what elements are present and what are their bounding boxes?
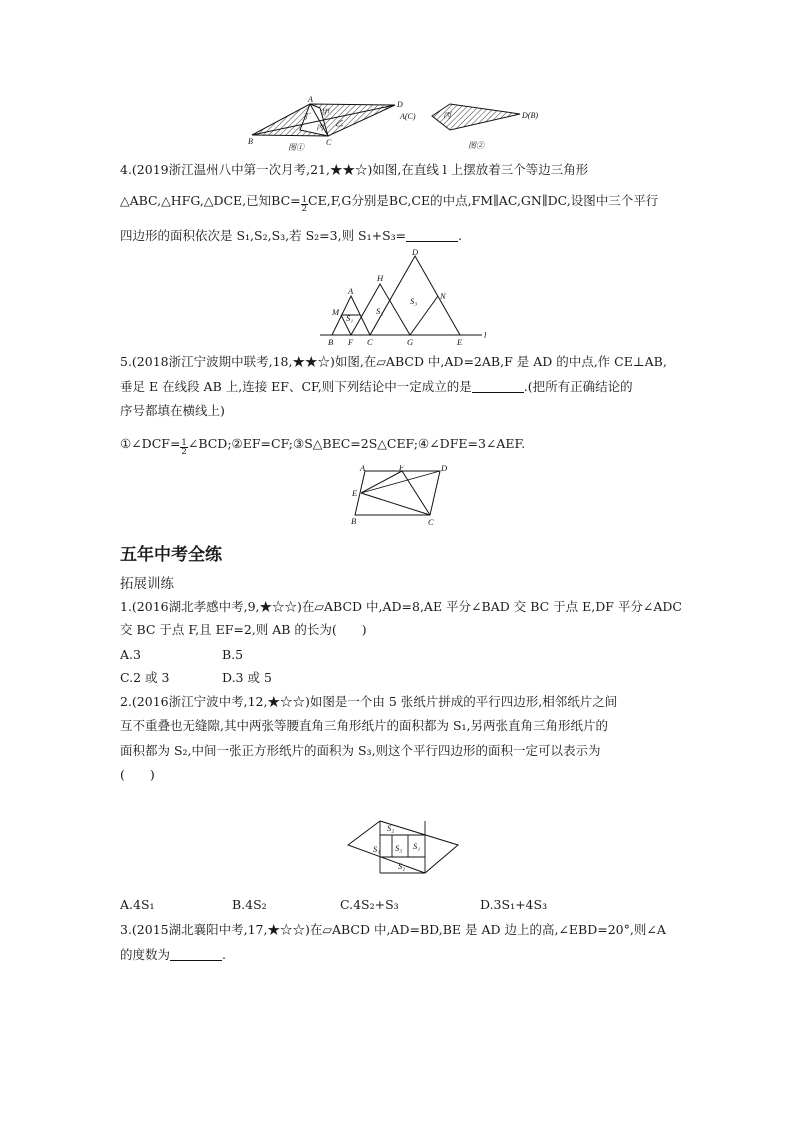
- q4-label-s3: S₃: [410, 296, 418, 306]
- q5-frac-num: 1: [181, 437, 187, 448]
- q5-line3: 序号都填在横线上): [120, 403, 225, 418]
- q5-line1: 5.(2018浙江宁波期中联考,18,★★☆)如图,在▱ABCD 中,AD=2AB,F 是 AD 的中点,作 CE⊥AB,: [120, 354, 667, 369]
- s3-line2-post: .: [222, 947, 226, 962]
- section-title: 五年中考全练: [120, 545, 222, 565]
- s2-figure: [340, 815, 465, 883]
- q4-line3-end: .: [458, 228, 463, 243]
- figure-2: [399, 104, 538, 150]
- q4-answer-blank[interactable]: [406, 229, 458, 242]
- q5-frac-den: 2: [181, 447, 187, 457]
- fig1-label-d: D: [397, 100, 403, 109]
- fig1-label-c: C: [326, 138, 332, 147]
- fig2-label-bing: 丙: [443, 111, 451, 120]
- s1-line2: 交 BC 于点 F,且 EF=2,则 AB 的长为( ): [120, 622, 367, 637]
- fig2-caption: 图②: [468, 141, 484, 150]
- s2-line2: 互不重叠也无缝隙,其中两张等腰直角三角形纸片的面积都为 S₁,另两张直角三角形纸片的: [120, 718, 608, 733]
- q4-label-b: B: [328, 337, 334, 347]
- q4-label-d: D: [412, 248, 419, 257]
- s2-label-s3: S₃: [395, 843, 403, 853]
- top-figures: [240, 90, 560, 152]
- q5-label-d: D: [441, 465, 448, 473]
- s2-option-a[interactable]: A.4S₁: [120, 897, 155, 912]
- fig2-label-ac: A(C): [400, 112, 416, 121]
- fig1-label-yi: 乙: [335, 119, 343, 128]
- s2-option-d[interactable]: D.3S₁+4S₃: [480, 897, 548, 912]
- q5-line2-post: .(把所有正确结论的: [523, 379, 633, 394]
- q5-line2-pre: 垂足 E 在线段 AB 上,连接 EF、CF,则下列结论中一定成立的是: [120, 379, 472, 394]
- s1-option-d[interactable]: D.3 或 5: [222, 670, 272, 685]
- s2-line4: ( ): [120, 767, 155, 782]
- q4-label-n: N: [440, 291, 446, 301]
- q5-label-e: E: [352, 488, 358, 498]
- s2-label-s2-bottom: S₂: [398, 861, 406, 871]
- s1-option-c[interactable]: C.2 或 3: [120, 670, 170, 685]
- q4-label-m: M: [332, 307, 340, 317]
- q5-options-pre: ①∠DCF=: [120, 436, 181, 451]
- s3-answer-blank[interactable]: [170, 948, 222, 961]
- q4-label-s2: S₂: [376, 306, 384, 316]
- s2-option-c[interactable]: C.4S₂+S₃: [340, 897, 399, 912]
- q4-label-g: G: [407, 337, 414, 347]
- q4-frac-den: 2: [301, 204, 308, 214]
- q4-line2: [120, 191, 658, 214]
- s2-line3: 面积都为 S₂,中间一张正方形纸片的面积为 S₃,则这个平行四边形的面积一定可以表示为: [120, 743, 601, 758]
- q5-label-c: C: [428, 517, 434, 527]
- fig1-label-a: A: [308, 95, 313, 104]
- q4-label-h: H: [377, 273, 384, 283]
- s3-line1: 3.(2015湖北襄阳中考,17,★☆☆)在▱ABCD 中,AD=BD,BE 是 AD 边上的高,∠EBD=20°,则∠A: [120, 922, 666, 937]
- q5-label-b: B: [351, 516, 357, 526]
- q4-line3-text: 四边形的面积依次是 S₁,S₂,S₃,若 S₂=3,则 S₁+S₃=: [120, 228, 407, 243]
- s1-option-b[interactable]: B.5: [222, 647, 244, 662]
- fig2-label-db: D(B): [522, 111, 538, 120]
- q4-line3: [120, 226, 462, 245]
- s2-option-b[interactable]: B.4S₂: [232, 897, 267, 912]
- q5-fraction: [180, 439, 187, 457]
- q4-label-c: C: [367, 337, 373, 347]
- q5-label-a: A: [360, 465, 366, 473]
- s3-line2-pre: 的度数为: [120, 947, 171, 962]
- q4-line2-pre: △ABC,△HFG,△DCE,已知BC=: [120, 193, 301, 208]
- q4-line1: 4.(2019浙江温州八中第一次月考,21,★★☆)如图,在直线 l 上摆放着三个等边三角形: [120, 162, 589, 177]
- q4-frac-num: 1: [301, 194, 308, 205]
- q5-options-post: ∠BCD;②EF=CF;③S△BEC=2S△CEF;④∠DFE=3∠AEF.: [187, 436, 526, 451]
- fig1-label-b: B: [248, 137, 253, 146]
- fig1-label-ding: 丁: [302, 112, 310, 121]
- q4-label-a: A: [348, 286, 354, 296]
- fig1-label-jia: 甲: [321, 108, 329, 117]
- q5-line2: [120, 377, 633, 396]
- q5-answer-blank[interactable]: [472, 380, 524, 393]
- q5-figure: [340, 465, 455, 527]
- q4-figure: [320, 248, 495, 348]
- q4-label-f: F: [348, 337, 354, 347]
- q4-line2-post: CE,F,G分别是BC,CE的中点,FM∥AC,GN∥DC,设图中三个平行: [308, 193, 659, 208]
- q4-label-s1: S₁: [346, 313, 354, 323]
- s2-label-s1-right: S₁: [413, 841, 421, 851]
- s2-label-s1-left: S₁: [373, 844, 381, 854]
- fig1-caption: 图①: [288, 143, 304, 152]
- q4-label-l: l: [484, 330, 487, 340]
- q5-options: [120, 434, 525, 457]
- fig1-label-bing: 丙: [316, 123, 324, 132]
- s2-line1: 2.(2016浙江宁波中考,12,★☆☆)如图是一个由 5 张纸片拼成的平行四边形,相邻纸片之间: [120, 694, 618, 709]
- figure-1: [248, 95, 403, 152]
- s3-line2: [120, 945, 226, 964]
- s2-label-s2-top: S₂: [387, 823, 395, 833]
- s1-option-a[interactable]: A.3: [120, 647, 141, 662]
- s1-line1: 1.(2016湖北孝感中考,9,★☆☆)在▱ABCD 中,AD=8,AE 平分∠BAD 交 BC 于点 E,DF 平分∠ADC: [120, 599, 682, 614]
- q4-label-e: E: [457, 337, 463, 347]
- section-subtitle: 拓展训练: [120, 576, 174, 592]
- q4-fraction: [301, 196, 308, 214]
- q5-label-f: F: [399, 465, 405, 472]
